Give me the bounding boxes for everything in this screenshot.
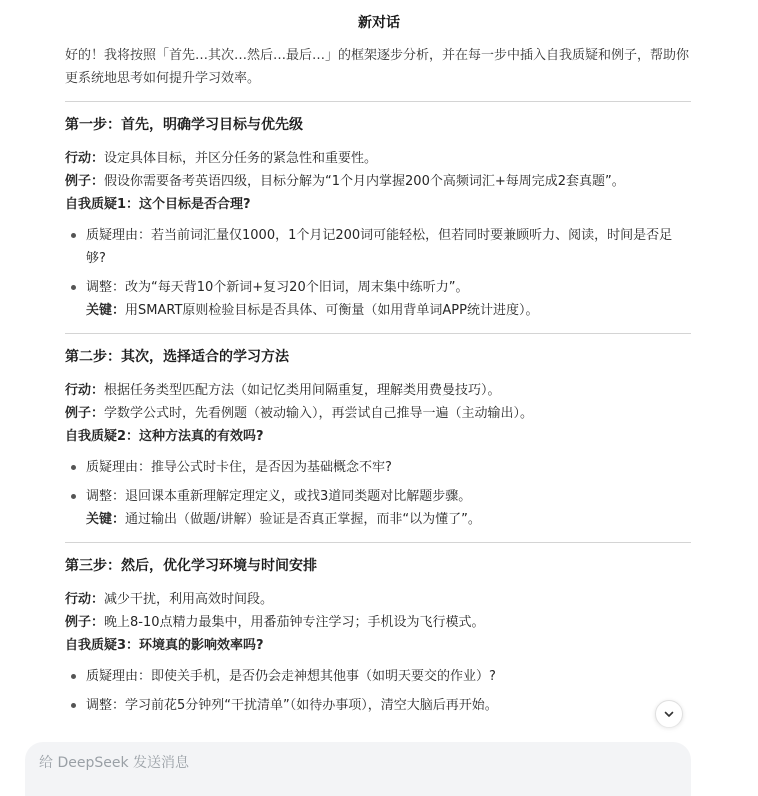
key-label: 关键： [86,512,126,527]
intro-text: 好的！我将按照「首先…其次…然后…最后…」的框架逐步分析，并在每一步中插入自我质疑和例子，帮助你更系统地思考如何提升学习效率。 [65,48,690,86]
action-text: 设定具体目标，并区分任务的紧急性和重要性。 [104,151,378,166]
bullet-icon [71,285,76,290]
example-label: 例子： [65,174,105,189]
example-label: 例子： [65,615,105,630]
action-line [65,147,691,170]
chevron-down-icon [663,708,675,720]
action-label: 行动： [65,383,105,398]
fade-overlay [0,720,758,744]
example-text: 晚上8-10点精力最集中，用番茄钟专注学习；手机设为飞行模式。 [104,615,485,630]
key-label: 关键： [86,303,126,318]
list-item [65,276,691,322]
action-line [65,379,691,402]
action-text: 根据任务类型匹配方法（如记忆类用间隔重复，理解类用费曼技巧）。 [104,383,501,398]
step-title: 第三步：然后，优化学习环境与时间安排 [65,558,317,574]
action-label: 行动： [65,592,105,607]
action-text: 减少干扰，利用高效时间段。 [104,592,274,607]
bullet-icon [71,494,76,499]
bullet-icon [71,674,76,679]
message-input[interactable] [37,754,661,772]
divider [65,542,691,543]
bullet-list [65,665,691,717]
list-item [65,694,691,717]
example-line [65,170,691,193]
reason-text: 质疑理由：若当前词汇量仅1000，1个月记200词可能轻松，但若同时要兼顾听力、阅读，时间是否足够? [86,228,673,266]
reason-text: 质疑理由：即使关手机，是否仍会走神想其他事（如明天要交的作业）? [86,669,496,684]
self-question: 自我质疑1：这个目标是否合理? [65,197,251,212]
step-title: 第一步：首先，明确学习目标与优先级 [65,117,303,133]
list-item [65,224,691,270]
key-text: 用SMART原则检验目标是否具体、可衡量（如用背单词APP统计进度）。 [125,303,539,318]
message-composer [25,742,691,796]
adjust-text: 调整：改为“每天背10个新词+复习20个旧词，周末集中练听力”。 [86,280,469,295]
adjust-text: 调整：学习前花5分钟列“干扰清单”（如待办事项），清空大脑后再开始。 [86,698,498,713]
divider [65,333,691,334]
list-item [65,665,691,688]
example-text: 学数学公式时，先看例题（被动输入），再尝试自己推导一遍（主动输出）。 [104,406,534,421]
bullet-list [65,456,691,531]
adjust-text: 调整：退回课本重新理解定理定义，或找3道同类题对比解题步骤。 [86,489,472,504]
bullet-icon [71,233,76,238]
assistant-message [65,44,691,723]
example-line [65,611,691,634]
reason-text: 质疑理由：推导公式时卡住，是否因为基础概念不牢? [86,460,392,475]
example-line [65,402,691,425]
list-item [65,485,691,531]
action-label: 行动： [65,151,105,166]
bullet-list [65,224,691,322]
step-section [65,346,691,531]
step-section [65,114,691,322]
page-title: 新对话 [358,15,400,31]
bullet-icon [71,703,76,708]
example-text: 假设你需要备考英语四级，目标分解为“1个月内掌握200个高频词汇+每周完成2套真题”。 [104,174,625,189]
action-line [65,588,691,611]
step-title: 第二步：其次，选择适合的学习方法 [65,349,289,365]
step-section [65,555,691,717]
self-question: 自我质疑3：环境真的影响效率吗? [65,638,264,653]
divider [65,101,691,102]
list-item [65,456,691,479]
example-label: 例子： [65,406,105,421]
bullet-icon [71,465,76,470]
self-question: 自我质疑2：这种方法真的有效吗? [65,429,264,444]
key-text: 通过输出（做题/讲解）验证是否真正掌握，而非“以为懂了”。 [125,512,481,527]
